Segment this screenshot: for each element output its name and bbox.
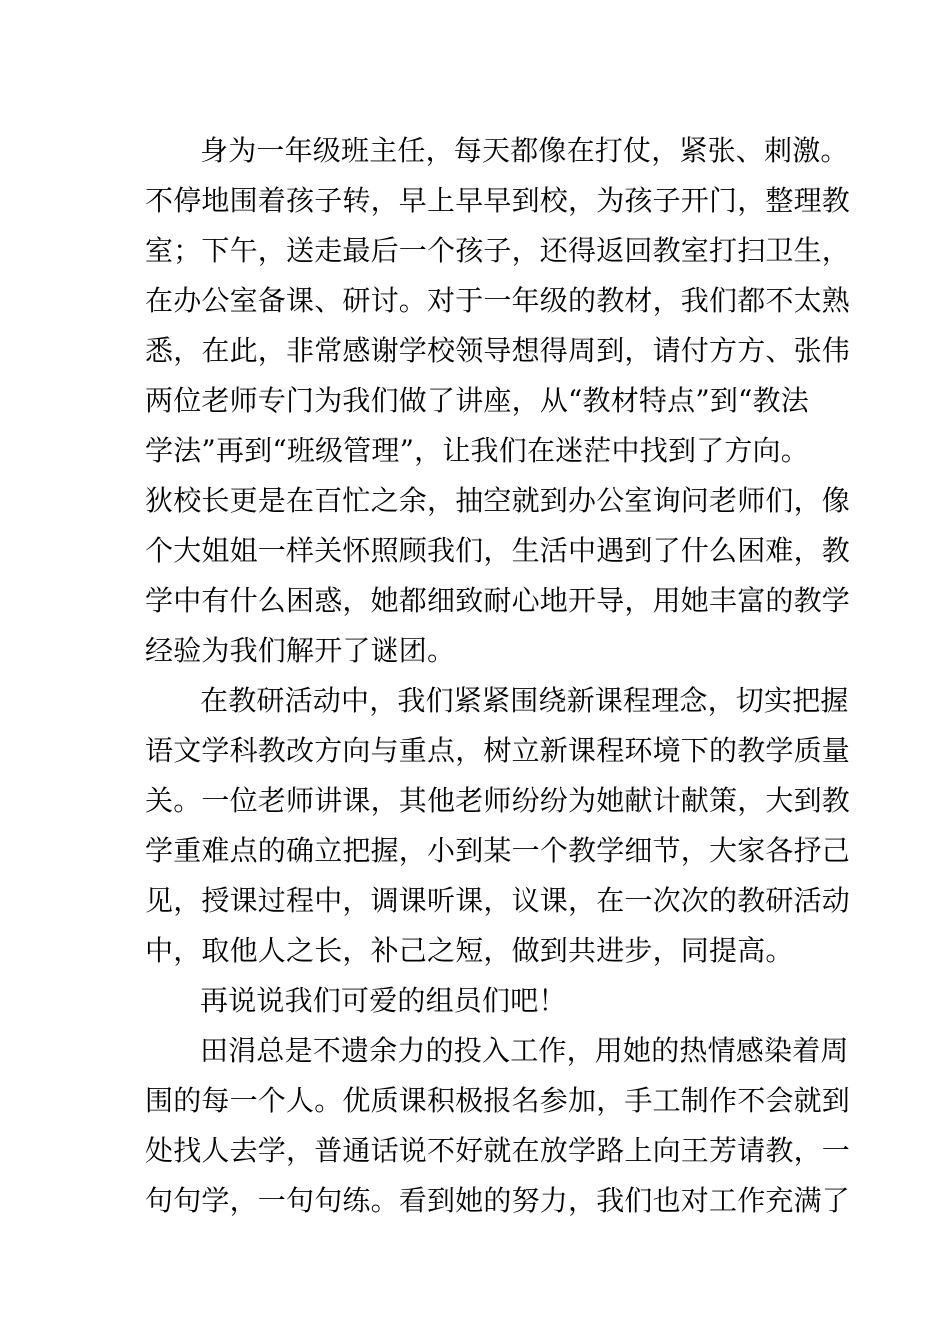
text-line: 狄校长更是在百忙之余，抽空就到办公室询问老师们，像 — [145, 484, 851, 517]
text-line: 围的每一个人。优质课积极报名参加，手工制作不会就到 — [145, 1084, 851, 1117]
text-line: 悉，在此，非常感谢学校领导想得周到，请付方方、张伟 — [145, 334, 851, 367]
text-line: 学法”再到“班级管理”，让我们在迷茫中找到了方向。 — [145, 434, 809, 467]
text-line: 处找人去学，普通话说不好就在放学路上向王芳请教，一 — [145, 1134, 851, 1167]
text-line: 两位老师专门为我们做了讲座，从“教材特点”到“教法 — [145, 384, 809, 417]
text-line: 身为一年级班主任，每天都像在打仗，紧张、刺激。 — [200, 134, 849, 167]
text-line: 学中有什么困惑，她都细致耐心地开导，用她丰富的教学 — [145, 584, 851, 617]
text-line: 在办公室备课、研讨。对于一年级的教材，我们都不太熟 — [145, 284, 851, 317]
text-line: 田涓总是不遗余力的投入工作，用她的热情感染着周 — [200, 1034, 849, 1067]
text-line: 学重难点的确立把握，小到某一个教学细节，大家各抒己 — [145, 834, 851, 867]
text-line: 见，授课过程中，调课听课，议课，在一次次的教研活动 — [145, 884, 851, 917]
text-line: 再说说我们可爱的组员们吧！ — [200, 984, 567, 1017]
text-line: 个大姐姐一样关怀照顾我们，生活中遇到了什么困难，教 — [145, 534, 851, 567]
text-line: 在教研活动中，我们紧紧围绕新课程理念，切实把握 — [200, 684, 849, 717]
text-line: 不停地围着孩子转，早上早早到校，为孩子开门，整理教 — [145, 184, 851, 217]
text-line: 语文学科教改方向与重点，树立新课程环境下的教学质量 — [145, 734, 851, 767]
text-line: 关。一位老师讲课，其他老师纷纷为她献计献策，大到教 — [145, 784, 851, 817]
text-line: 经验为我们解开了谜团。 — [145, 634, 456, 667]
text-line: 句句学，一句句练。看到她的努力，我们也对工作充满了 — [145, 1184, 851, 1217]
text-line: 中，取他人之长，补己之短，做到共进步，同提高。 — [145, 934, 794, 967]
text-line: 室；下午，送走最后一个孩子，还得返回教室打扫卫生， — [145, 234, 851, 267]
